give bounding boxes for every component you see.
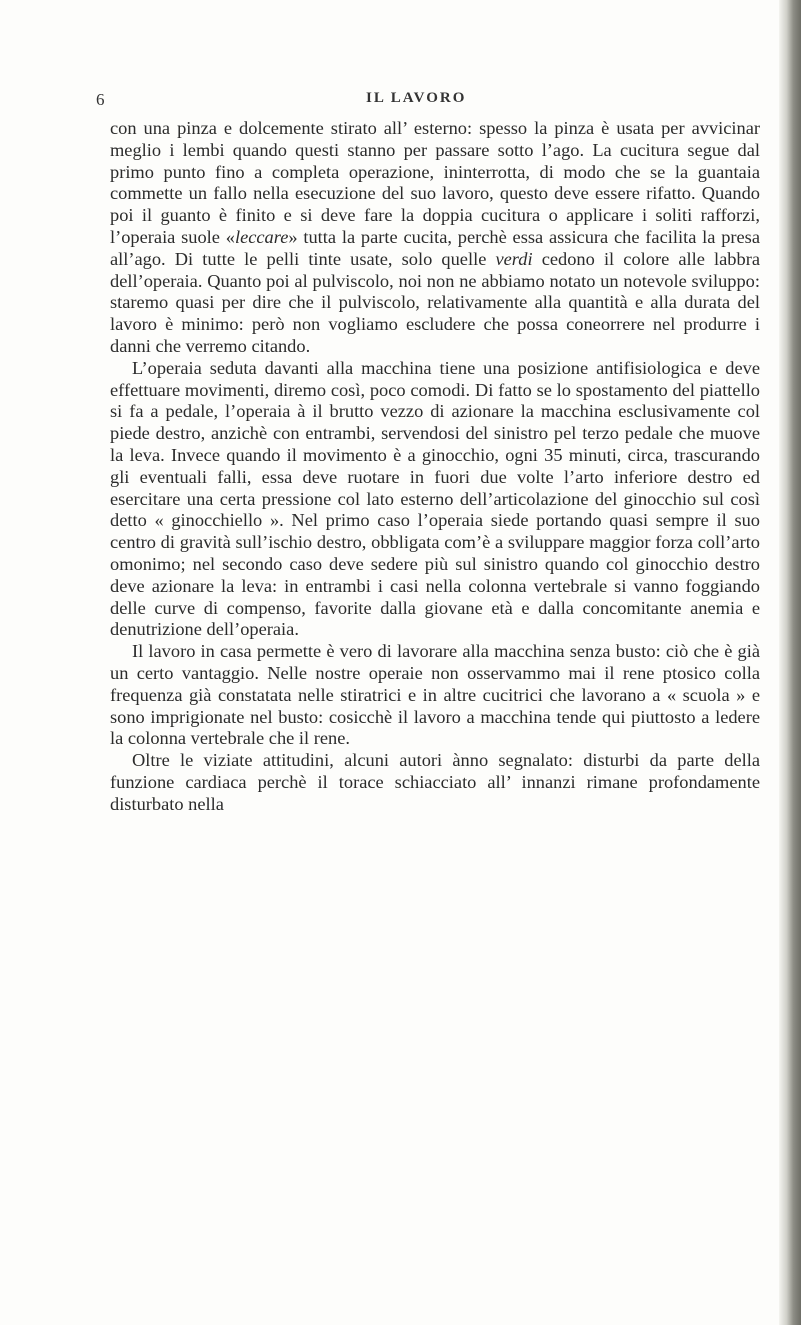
- italic-term-leccare: leccare: [234, 226, 289, 247]
- paragraph-2: L’operaia seduta davanti alla macchina tiene una posizione antifisiologica e deve effettuare movimenti, diremo così, poco comodi. Di fatto se lo spostamento del piattello si fa a pedale, l’operaia à il brutto vezzo di azionare la macchina esclusivamente col piede destro, anzichè con entrambi, servendosi del sinistro pel terzo pedale che muove la leva. Invece quando il movimento è a ginocchio, ogni 35 minuti, circa, trascurando gli eventuali falli, essa deve ruotare in fuori due volte l’arto inferiore destro ed esercitare una certa pressione col lato esterno dell’articolazione del ginocchio sul così detto « ginocchiello ». Nel primo caso l’operaia siede portando quasi sempre il suo centro di gravità sull’ischio destro, obbligata com’è a sviluppare maggior forza coll’arto omonimo; nel secondo caso deve sedere più sul sinistro quando col ginocchio destro deve azionare la leva: in entrambi i casi nella colonna vertebrale si vanno foggiando delle curve di compenso, favorite dalla giovane età e dalla concomitante anemia e denutrizione dell’operaia.: [110, 357, 760, 640]
- running-head: [96, 90, 746, 110]
- paragraph-1-text-a: con una pinza e dolcemente stirato all’ esterno: spesso la pinza è usata per avvicinar meglio i lembi quando questi stanno per passare sotto l’ago. La cucitura segue dal primo punto fino a completa operazione, ininterrotta, di modo che se la guantaia commette un fallo nella esecuzione del suo lavoro, questo deve essere rifatto. Quando poi il guanto è finito e si deve fare la doppia cucitura o applicare i soliti rafforzi, l’operaia suole «: [110, 118, 760, 247]
- body-text: [110, 118, 760, 816]
- paragraph-3: Il lavoro in casa permette è vero di lavorare alla macchina senza busto: ciò che è già un certo vantaggio. Nelle nostre operaie non osservammo mai il rene ptosico colla frequenza già constatata nelle stiratrici e in altre cucitrici che lavorano a « scuola » e sono imprigionate nel busto: cosicchè il lavoro a macchina tende qui piuttosto a ledere la colonna vertebrale che il rene.: [110, 641, 760, 749]
- paragraph-1: [110, 118, 760, 358]
- page-binding-edge: [779, 0, 801, 1325]
- running-title: IL LAVORO: [366, 90, 467, 106]
- page-number: 6: [96, 90, 105, 109]
- italic-term-verdi: verdi: [495, 248, 533, 269]
- paragraph-1-text-c: cedono il colore alle labbra dell’operaia. Quanto poi al pulviscolo, noi non ne abbiamo notato un notevole sviluppo: staremo quasi per dire che il pulviscolo, relativamente alla quantità e alla durata del lavoro è minimo: però non vogliamo escludere che possa coneorrere nel produrre i danni che verremo citando.: [110, 248, 760, 356]
- paragraph-4: Oltre le viziate attitudini, alcuni autori ànno segnalato: disturbi da parte della funzione cardiaca perchè il torace schiacciato all’ innanzi rimane profondamente disturbato nella: [110, 750, 760, 814]
- paragraph-1-text-b: » tutta la parte cucita, perchè essa assicura che facilita la presa all’ago. Di tutte le pelli tinte usate, solo quelle: [110, 226, 761, 269]
